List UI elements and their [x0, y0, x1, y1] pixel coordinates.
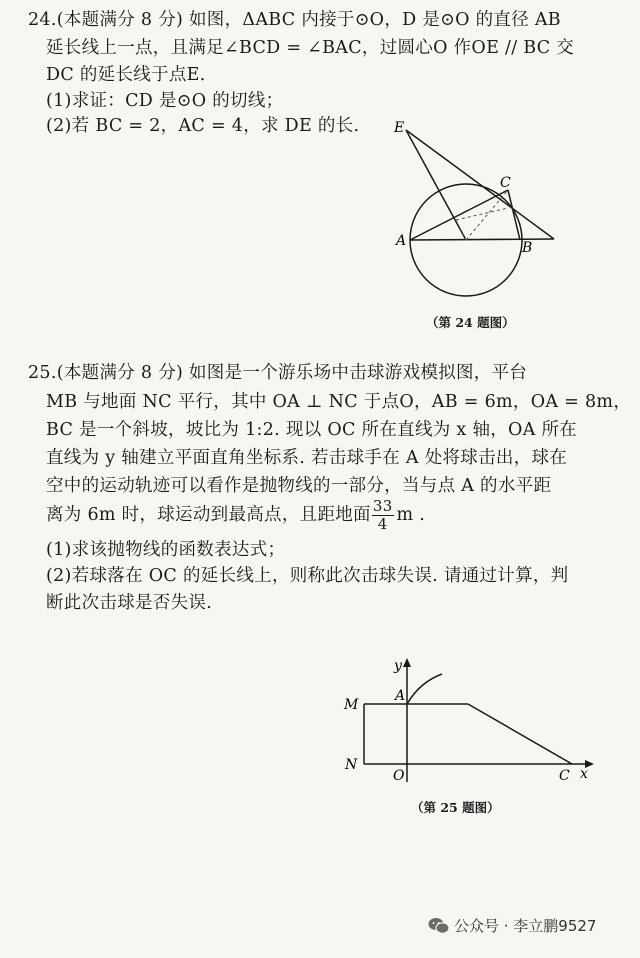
q25-figure: [340, 656, 600, 796]
q25-label-N: N: [345, 757, 358, 773]
q25-slope-BC: [468, 704, 572, 764]
q24-segment-AC: [410, 190, 508, 240]
q25-trajectory: [407, 674, 442, 704]
q24-caption: （第 24 题图）: [426, 315, 515, 330]
q24-label-C: C: [500, 175, 511, 191]
q24-segment-OC: [466, 190, 508, 240]
q24-aux-1: [456, 208, 508, 220]
q25-line-6-unit: m .: [396, 505, 426, 525]
wechat-icon: [428, 917, 450, 935]
watermark-text: 公众号 · 李立鹏9527: [454, 917, 597, 935]
q25-line-6: [46, 496, 425, 534]
q24-part-1: (1)求证：CD 是⊙O 的切线；: [46, 91, 284, 111]
q24-label-B: B: [522, 240, 533, 256]
q25-line-1: 25.(本题满分 8 分) 如图是一个游乐场中击球游戏模拟图，平台: [28, 363, 528, 383]
q25-label-A: A: [395, 688, 406, 704]
q25-label-C: C: [559, 768, 570, 784]
q25-line-3: BC 是一个斜坡，坡比为 1:2. 现以 OC 所在直线为 x 轴，OA 所在: [46, 420, 578, 440]
q24-label-E: E: [394, 120, 405, 136]
q24-label-A: A: [396, 233, 407, 249]
q24-line-3: DC 的延长线于点E．: [46, 65, 218, 85]
q25-line-6-text: 离为 6m 时，球运动到最高点，且距地面: [46, 505, 371, 525]
q25-y-arrow: [403, 658, 411, 667]
wechat-watermark: [428, 915, 596, 936]
q24-part-2: (2)若 BC = 2，AC = 4，求 DE 的长.: [46, 116, 360, 136]
q25-label-y: y: [394, 658, 402, 674]
q25-label-M: M: [344, 697, 359, 713]
q25-label-O: O: [393, 768, 405, 784]
q24-segment-ED: [406, 130, 554, 239]
q24-segment-BC: [508, 190, 520, 240]
q25-part-3: 断此次击球是否失误.: [46, 593, 213, 613]
q24-figure: [390, 118, 570, 308]
q25-part-2: (2)若球落在 OC 的延长线上，则称此次击球失误. 请通过计算，判: [46, 566, 569, 586]
fraction-33-over-4: [372, 498, 394, 533]
q24-line-2: 延长线上一点，且满足∠BCD = ∠BAC，过圆心O 作OE // BC 交: [46, 38, 575, 58]
q25-caption: （第 25 题图）: [411, 800, 500, 815]
q25-part-1: (1)求该抛物线的函数表达式；: [46, 540, 286, 560]
fraction-numerator: 33: [372, 497, 393, 515]
q25-line-4: 直线为 y 轴建立平面直角坐标系. 若击球手在 A 处将球击出，球在: [46, 448, 568, 468]
q24-segment-AD: [410, 239, 554, 240]
q24-line-1: 24.(本题满分 8 分) 如图，ΔABC 内接于⊙O，D 是⊙O 的直径 AB: [28, 10, 561, 30]
fraction-denominator: 4: [377, 515, 388, 533]
q25-label-x: x: [580, 766, 588, 782]
q25-line-2: MB 与地面 NC 平行，其中 OA ⊥ NC 于点O，AB = 6m，OA = 8m，: [46, 392, 632, 412]
q25-line-5: 空中的运动轨迹可以看作是抛物线的一部分，当与点 A 的水平距: [46, 476, 552, 496]
